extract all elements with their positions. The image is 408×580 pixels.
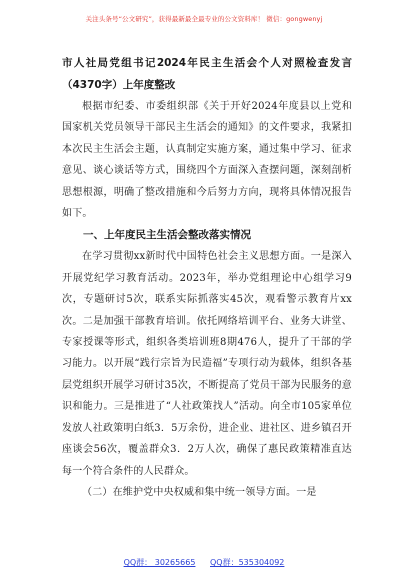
- body-paragraph: 在学习贯彻xx新时代中国特色社会主义思想方面。一是深入开展党纪学习教育活动。2023年，举办党组理论中心组学习9次，专题研讨5次，联系实际抓落实45次，观看警示教育片xx次。二是加强干部教育培训。依托网络培训平台、业务大讲堂、专家授课等形式，组织各类培训班8期476人，提升了干部的学习能力。以开展“践行宗旨为民造福”专项行动为载体，组织各基层党组织开展学习研讨35次，不断提高了党员干部为民服务的意识和能力。三是推进了“人社政策找人”活动。向全市105家单位发放人社政策明白纸3．5万余份，进企业、进社区、进乡镇召开座谈会56次，覆盖群众3．2万人次，确保了惠民政策精准直达每一个符合条件的人民群众。: [62, 251, 352, 477]
- body-paragraph: （二）在维护党中央权威和集中统一领导方面。一是: [82, 486, 317, 498]
- intro-paragraph: 根据市纪委、市委组织部《关于开好2024年度县以上党和国家机关党员领导干部民主生活会的通知》的文件要求，我紧扣本次民主生活会主题，认真制定实施方案，通过集中学习、征求意见、谈心谈话等方式，围绕四个方面深入查摆问题，深刻剖析思想根源，明确了整改措施和今后努力方向，现将具体情况报告如下。: [62, 101, 352, 220]
- footer-qq-link[interactable]: QQ群：535304092: [210, 558, 285, 567]
- section-heading: 一、上年度民主生活会整改落实情况: [83, 229, 251, 242]
- header-promo-note: 关注头条号“公文研究”，获得最新最全最专业的公文资料库！ 微信：gongwenyj: [85, 15, 323, 23]
- footer-qq-link[interactable]: QQ群： 30265665: [123, 558, 196, 567]
- document-body: [62, 52, 352, 503]
- document-title: 市人社局党组书记2024年民主生活会个人对照检查发言（4370字）上年度整改: [62, 57, 352, 91]
- footer-qq-groups: [0, 557, 408, 568]
